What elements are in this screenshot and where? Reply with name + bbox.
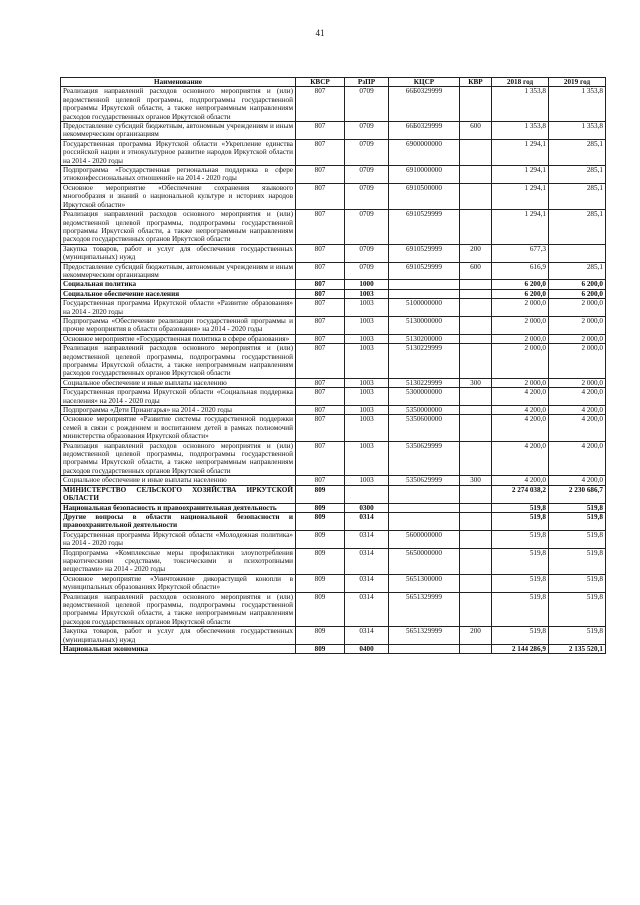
row-kvr — [460, 344, 492, 379]
table-row — [61, 485, 606, 503]
row-kcsr — [389, 485, 460, 503]
col-header-kvsr: КВСР — [296, 78, 345, 87]
row-value-2018: 519,8 — [492, 574, 549, 592]
row-kvr — [460, 592, 492, 627]
row-kvsr: 807 — [296, 316, 345, 334]
table-row — [61, 530, 606, 548]
row-value-2018: 519,8 — [492, 548, 549, 574]
row-kcsr: 6910529999 — [389, 244, 460, 262]
row-name: Реализация направлений расходов основного мероприятия и (или) ведомственной целевой программы, подпрограммы государственной программы Иркутской области, а также непрограммным направлениям расходов государственных органов Иркутской области — [61, 87, 296, 122]
row-name: Государственная программа Иркутской области «Развитие образования» на 2014 - 2020 годы — [61, 299, 296, 317]
row-kvr — [460, 289, 492, 298]
row-kcsr: 5130229999 — [389, 344, 460, 379]
row-kvr — [460, 574, 492, 592]
row-kvr: 600 — [460, 122, 492, 140]
row-kcsr: 6910000000 — [389, 166, 460, 184]
row-name: Социальная политика — [61, 280, 296, 289]
row-kvr — [460, 645, 492, 654]
row-kvsr: 809 — [296, 574, 345, 592]
row-name: Государственная программа Иркутской области «Молодежная политика» на 2014 - 2020 годы — [61, 530, 296, 548]
row-rzpr: 0314 — [345, 592, 389, 627]
row-rzpr: 0314 — [345, 627, 389, 645]
row-kvr — [460, 441, 492, 476]
row-rzpr: 0314 — [345, 530, 389, 548]
table-row — [61, 592, 606, 627]
row-rzpr: 1003 — [345, 415, 389, 441]
row-name: Закупка товаров, работ и услуг для обеспечения государственных (муниципальных) нужд — [61, 627, 296, 645]
row-value-2018: 2 000,0 — [492, 344, 549, 379]
row-kvr — [460, 415, 492, 441]
row-kvr — [460, 485, 492, 503]
row-kvr — [460, 166, 492, 184]
row-kvsr: 807 — [296, 139, 345, 165]
table-row — [61, 378, 606, 387]
row-name: Реализация направлений расходов основного мероприятия и (или) ведомственной целевой программы, подпрограммы государственной программы Иркутской области, а также непрограммным направлениям расходов государственных органов Иркутской области — [61, 592, 296, 627]
row-kvsr: 807 — [296, 299, 345, 317]
row-kvsr: 807 — [296, 122, 345, 140]
row-kcsr: 5130000000 — [389, 316, 460, 334]
table-row — [61, 166, 606, 184]
row-kvr: 300 — [460, 378, 492, 387]
table-row — [61, 139, 606, 165]
row-kcsr — [389, 289, 460, 298]
row-kcsr: 6910500000 — [389, 183, 460, 209]
row-value-2018: 1 294,1 — [492, 183, 549, 209]
row-kcsr: 5350000000 — [389, 406, 460, 415]
row-value-2019: 2 000,0 — [549, 378, 606, 387]
table-row — [61, 388, 606, 406]
row-kvsr: 807 — [296, 476, 345, 485]
row-kcsr: 5350629999 — [389, 441, 460, 476]
table-row — [61, 87, 606, 122]
table-row — [61, 476, 606, 485]
row-kvsr: 807 — [296, 166, 345, 184]
budget-table — [60, 77, 606, 654]
row-rzpr: 0709 — [345, 139, 389, 165]
row-value-2019: 4 200,0 — [549, 406, 606, 415]
table-row — [61, 334, 606, 343]
row-kvsr: 809 — [296, 512, 345, 530]
row-value-2018: 1 353,8 — [492, 122, 549, 140]
row-kvsr: 809 — [296, 627, 345, 645]
row-kcsr — [389, 645, 460, 654]
row-kcsr: 5600000000 — [389, 530, 460, 548]
row-kvsr: 807 — [296, 378, 345, 387]
row-kvr — [460, 210, 492, 245]
row-kvsr: 809 — [296, 485, 345, 503]
row-name: Подпрограмма «Дети Приангарья» на 2014 - 2020 годы — [61, 406, 296, 415]
row-kvsr: 807 — [296, 406, 345, 415]
table-row — [61, 122, 606, 140]
row-value-2019: 285,1 — [549, 183, 606, 209]
row-value-2019: 519,8 — [549, 512, 606, 530]
row-value-2019: 285,1 — [549, 210, 606, 245]
row-rzpr: 1003 — [345, 299, 389, 317]
row-value-2019: 2 000,0 — [549, 316, 606, 334]
row-rzpr: 1003 — [345, 406, 389, 415]
row-rzpr: 0400 — [345, 645, 389, 654]
row-rzpr: 0709 — [345, 183, 389, 209]
row-value-2019: 6 200,0 — [549, 289, 606, 298]
row-name: Основное мероприятие «Уничтожение дикорастущей конопли в муниципальных образованиях Иркутской области» — [61, 574, 296, 592]
row-value-2019: 2 000,0 — [549, 344, 606, 379]
row-value-2018: 4 200,0 — [492, 406, 549, 415]
row-value-2019: 2 000,0 — [549, 334, 606, 343]
row-value-2019: 285,1 — [549, 166, 606, 184]
table-row — [61, 299, 606, 317]
col-header-name: Наименование — [61, 78, 296, 87]
row-kvsr: 809 — [296, 592, 345, 627]
row-rzpr: 1003 — [345, 388, 389, 406]
row-rzpr: 0314 — [345, 512, 389, 530]
row-name: Предоставление субсидий бюджетным, автономным учреждениям и иным некоммерческим организациям — [61, 122, 296, 140]
row-name: Государственная программа Иркутской области «Социальная поддержка населения» на 2014 - 2020 годы — [61, 388, 296, 406]
col-header-kcsr: КЦСР — [389, 78, 460, 87]
table-row — [61, 406, 606, 415]
row-kvsr: 807 — [296, 280, 345, 289]
table-row — [61, 183, 606, 209]
row-value-2018: 2 000,0 — [492, 299, 549, 317]
row-value-2018: 2 274 038,2 — [492, 485, 549, 503]
row-rzpr: 0314 — [345, 548, 389, 574]
row-kcsr: 66Б0329999 — [389, 122, 460, 140]
row-kvsr: 807 — [296, 334, 345, 343]
col-header-rzpr: РзПР — [345, 78, 389, 87]
row-kvr — [460, 139, 492, 165]
row-value-2018: 6 200,0 — [492, 289, 549, 298]
row-value-2018: 519,8 — [492, 512, 549, 530]
row-rzpr: 1003 — [345, 289, 389, 298]
row-value-2018: 1 294,1 — [492, 210, 549, 245]
table-row — [61, 574, 606, 592]
table-row — [61, 441, 606, 476]
row-value-2019: 519,8 — [549, 503, 606, 512]
row-value-2019: 1 353,8 — [549, 87, 606, 122]
row-kvsr: 807 — [296, 183, 345, 209]
row-value-2019: 2 135 520,1 — [549, 645, 606, 654]
row-kvr — [460, 334, 492, 343]
row-value-2019: 519,8 — [549, 530, 606, 548]
row-rzpr: 0709 — [345, 210, 389, 245]
row-rzpr: 1000 — [345, 280, 389, 289]
table-row — [61, 503, 606, 512]
row-name: Закупка товаров, работ и услуг для обеспечения государственных (муниципальных) нужд — [61, 244, 296, 262]
row-value-2019: 1 353,8 — [549, 122, 606, 140]
row-kcsr — [389, 512, 460, 530]
row-kcsr: 6910529999 — [389, 210, 460, 245]
row-rzpr: 0314 — [345, 574, 389, 592]
row-rzpr: 1003 — [345, 441, 389, 476]
row-rzpr: 0709 — [345, 262, 389, 280]
row-rzpr: 0709 — [345, 166, 389, 184]
row-kvr — [460, 183, 492, 209]
row-rzpr: 0709 — [345, 87, 389, 122]
table-row — [61, 512, 606, 530]
row-rzpr: 1003 — [345, 344, 389, 379]
row-rzpr: 0300 — [345, 503, 389, 512]
row-kcsr: 6910529999 — [389, 262, 460, 280]
row-name: Реализация направлений расходов основного мероприятия и (или) ведомственной целевой программы, подпрограммы государственной программы Иркутской области, а также непрограммным направлениям расходов государственных органов Иркутской области — [61, 210, 296, 245]
row-kvsr: 807 — [296, 210, 345, 245]
row-name: Национальная экономика — [61, 645, 296, 654]
row-name: Реализация направлений расходов основного мероприятия и (или) ведомственной целевой программы, подпрограммы государственной программы Иркутской области, а также непрограммным направлениям расходов государственных органов Иркутской области — [61, 441, 296, 476]
row-kvr — [460, 388, 492, 406]
page-number: 41 — [315, 28, 325, 38]
table-row — [61, 244, 606, 262]
row-value-2019: 6 200,0 — [549, 280, 606, 289]
row-name: Государственная программа Иркутской области «Укрепление единства российской нации и этнокультурное развитие народов Иркутской области на 2014 - 2020 годы — [61, 139, 296, 165]
table-row — [61, 344, 606, 379]
row-kvsr: 809 — [296, 503, 345, 512]
row-value-2018: 4 200,0 — [492, 388, 549, 406]
row-kcsr: 66Б0329999 — [389, 87, 460, 122]
row-value-2018: 1 353,8 — [492, 87, 549, 122]
row-rzpr — [345, 485, 389, 503]
row-kvr — [460, 316, 492, 334]
row-value-2019: 519,8 — [549, 592, 606, 627]
row-rzpr: 1003 — [345, 476, 389, 485]
row-kcsr — [389, 280, 460, 289]
row-rzpr: 1003 — [345, 334, 389, 343]
row-value-2019: 4 200,0 — [549, 388, 606, 406]
row-value-2018: 2 144 286,9 — [492, 645, 549, 654]
row-kcsr: 5650000000 — [389, 548, 460, 574]
row-value-2018: 616,9 — [492, 262, 549, 280]
row-value-2018: 6 200,0 — [492, 280, 549, 289]
row-value-2018: 1 294,1 — [492, 139, 549, 165]
row-kcsr: 5130200000 — [389, 334, 460, 343]
table-row — [61, 280, 606, 289]
row-value-2019: 519,8 — [549, 574, 606, 592]
row-kcsr: 5300000000 — [389, 388, 460, 406]
row-kcsr: 6900000000 — [389, 139, 460, 165]
row-rzpr: 1003 — [345, 316, 389, 334]
row-kcsr: 5100000000 — [389, 299, 460, 317]
table-row — [61, 415, 606, 441]
row-name: Реализация направлений расходов основного мероприятия и (или) ведомственной целевой программы, подпрограммы государственной программы Иркутской области, а также непрограммным направлениям расходов государственных органов Иркутской области — [61, 344, 296, 379]
row-name: Национальная безопасность и правоохранительная деятельность — [61, 503, 296, 512]
row-name: Другие вопросы в области национальной безопасности и правоохранительной деятельности — [61, 512, 296, 530]
row-name: Социальное обеспечение и иные выплаты населению — [61, 378, 296, 387]
row-kvsr: 807 — [296, 244, 345, 262]
col-header-kvr: КВР — [460, 78, 492, 87]
row-name: Основное мероприятие «Обеспечение сохранения языкового многообразия и знаний о национальной культуре и историях народов Иркутской области» — [61, 183, 296, 209]
row-value-2019: 285,1 — [549, 262, 606, 280]
row-kcsr: 5350600000 — [389, 415, 460, 441]
col-header-2018: 2018 год — [492, 78, 549, 87]
row-kvsr: 807 — [296, 262, 345, 280]
row-kvr — [460, 512, 492, 530]
row-name: Подпрограмма «Комплексные меры профилактики злоупотребления наркотическими средствами, токсическими и психотропными веществами» на 2014 - 2020 годы — [61, 548, 296, 574]
row-value-2018: 4 200,0 — [492, 441, 549, 476]
row-kcsr: 5350629999 — [389, 476, 460, 485]
row-name: Подпрограмма «Обеспечение реализации государственной программы и прочие мероприятия в области образования» на 2014 - 2020 годы — [61, 316, 296, 334]
row-kcsr: 5651329999 — [389, 592, 460, 627]
row-kvsr: 809 — [296, 530, 345, 548]
row-value-2018: 519,8 — [492, 592, 549, 627]
row-name: Социальное обеспечение и иные выплаты населению — [61, 476, 296, 485]
table-row — [61, 645, 606, 654]
row-kvsr: 807 — [296, 344, 345, 379]
row-kvr — [460, 87, 492, 122]
row-kcsr: 5651329999 — [389, 627, 460, 645]
row-name: Основное мероприятие «Развитие системы государственной поддержки семей в связи с рождением и воспитанием детей в рамках полномочий министерства образования Иркутской области» — [61, 415, 296, 441]
row-value-2019 — [549, 244, 606, 262]
row-value-2019: 519,8 — [549, 548, 606, 574]
row-kcsr — [389, 503, 460, 512]
row-rzpr: 0709 — [345, 244, 389, 262]
row-value-2018: 4 200,0 — [492, 415, 549, 441]
row-value-2018: 1 294,1 — [492, 166, 549, 184]
row-name: Подпрограмма «Государственная региональная поддержка в сфере этноконфессиональных отношений» на 2014 - 2020 годы — [61, 166, 296, 184]
row-rzpr: 0709 — [345, 122, 389, 140]
row-value-2018: 677,3 — [492, 244, 549, 262]
row-value-2019: 2 230 686,7 — [549, 485, 606, 503]
table-row — [61, 627, 606, 645]
row-kvr — [460, 280, 492, 289]
row-kcsr: 5651300000 — [389, 574, 460, 592]
row-kvr — [460, 406, 492, 415]
row-value-2019: 519,8 — [549, 627, 606, 645]
row-name: Основное мероприятие «Государственная политика в сфере образования» — [61, 334, 296, 343]
row-kvr — [460, 548, 492, 574]
row-value-2018: 2 000,0 — [492, 378, 549, 387]
row-kvsr: 807 — [296, 289, 345, 298]
row-value-2019: 2 000,0 — [549, 299, 606, 317]
row-kvr — [460, 299, 492, 317]
row-kvsr: 807 — [296, 441, 345, 476]
row-kvr: 200 — [460, 627, 492, 645]
table-row — [61, 210, 606, 245]
row-value-2019: 285,1 — [549, 139, 606, 165]
row-value-2019: 4 200,0 — [549, 476, 606, 485]
row-kvsr: 807 — [296, 388, 345, 406]
row-value-2018: 4 200,0 — [492, 476, 549, 485]
row-value-2019: 4 200,0 — [549, 441, 606, 476]
row-rzpr: 1003 — [345, 378, 389, 387]
table-header-row — [61, 78, 606, 87]
table-row — [61, 289, 606, 298]
row-value-2018: 519,8 — [492, 503, 549, 512]
row-name: Социальное обеспечение населения — [61, 289, 296, 298]
table-row — [61, 262, 606, 280]
row-kvr: 300 — [460, 476, 492, 485]
row-kcsr: 5130229999 — [389, 378, 460, 387]
table-row — [61, 316, 606, 334]
row-kvsr: 807 — [296, 415, 345, 441]
row-kvr: 600 — [460, 262, 492, 280]
row-kvr — [460, 530, 492, 548]
row-value-2018: 519,8 — [492, 627, 549, 645]
row-name: МИНИСТЕРСТВО СЕЛЬСКОГО ХОЗЯЙСТВА ИРКУТСКОЙ ОБЛАСТИ — [61, 485, 296, 503]
row-kvsr: 809 — [296, 645, 345, 654]
row-value-2019: 4 200,0 — [549, 415, 606, 441]
row-kvr: 200 — [460, 244, 492, 262]
row-value-2018: 2 000,0 — [492, 334, 549, 343]
row-kvsr: 807 — [296, 87, 345, 122]
row-kvsr: 809 — [296, 548, 345, 574]
row-value-2018: 2 000,0 — [492, 316, 549, 334]
row-value-2018: 519,8 — [492, 530, 549, 548]
row-name: Предоставление субсидий бюджетным, автономным учреждениям и иным некоммерческим организациям — [61, 262, 296, 280]
table-row — [61, 548, 606, 574]
col-header-2019: 2019 год — [549, 78, 606, 87]
row-kvr — [460, 503, 492, 512]
